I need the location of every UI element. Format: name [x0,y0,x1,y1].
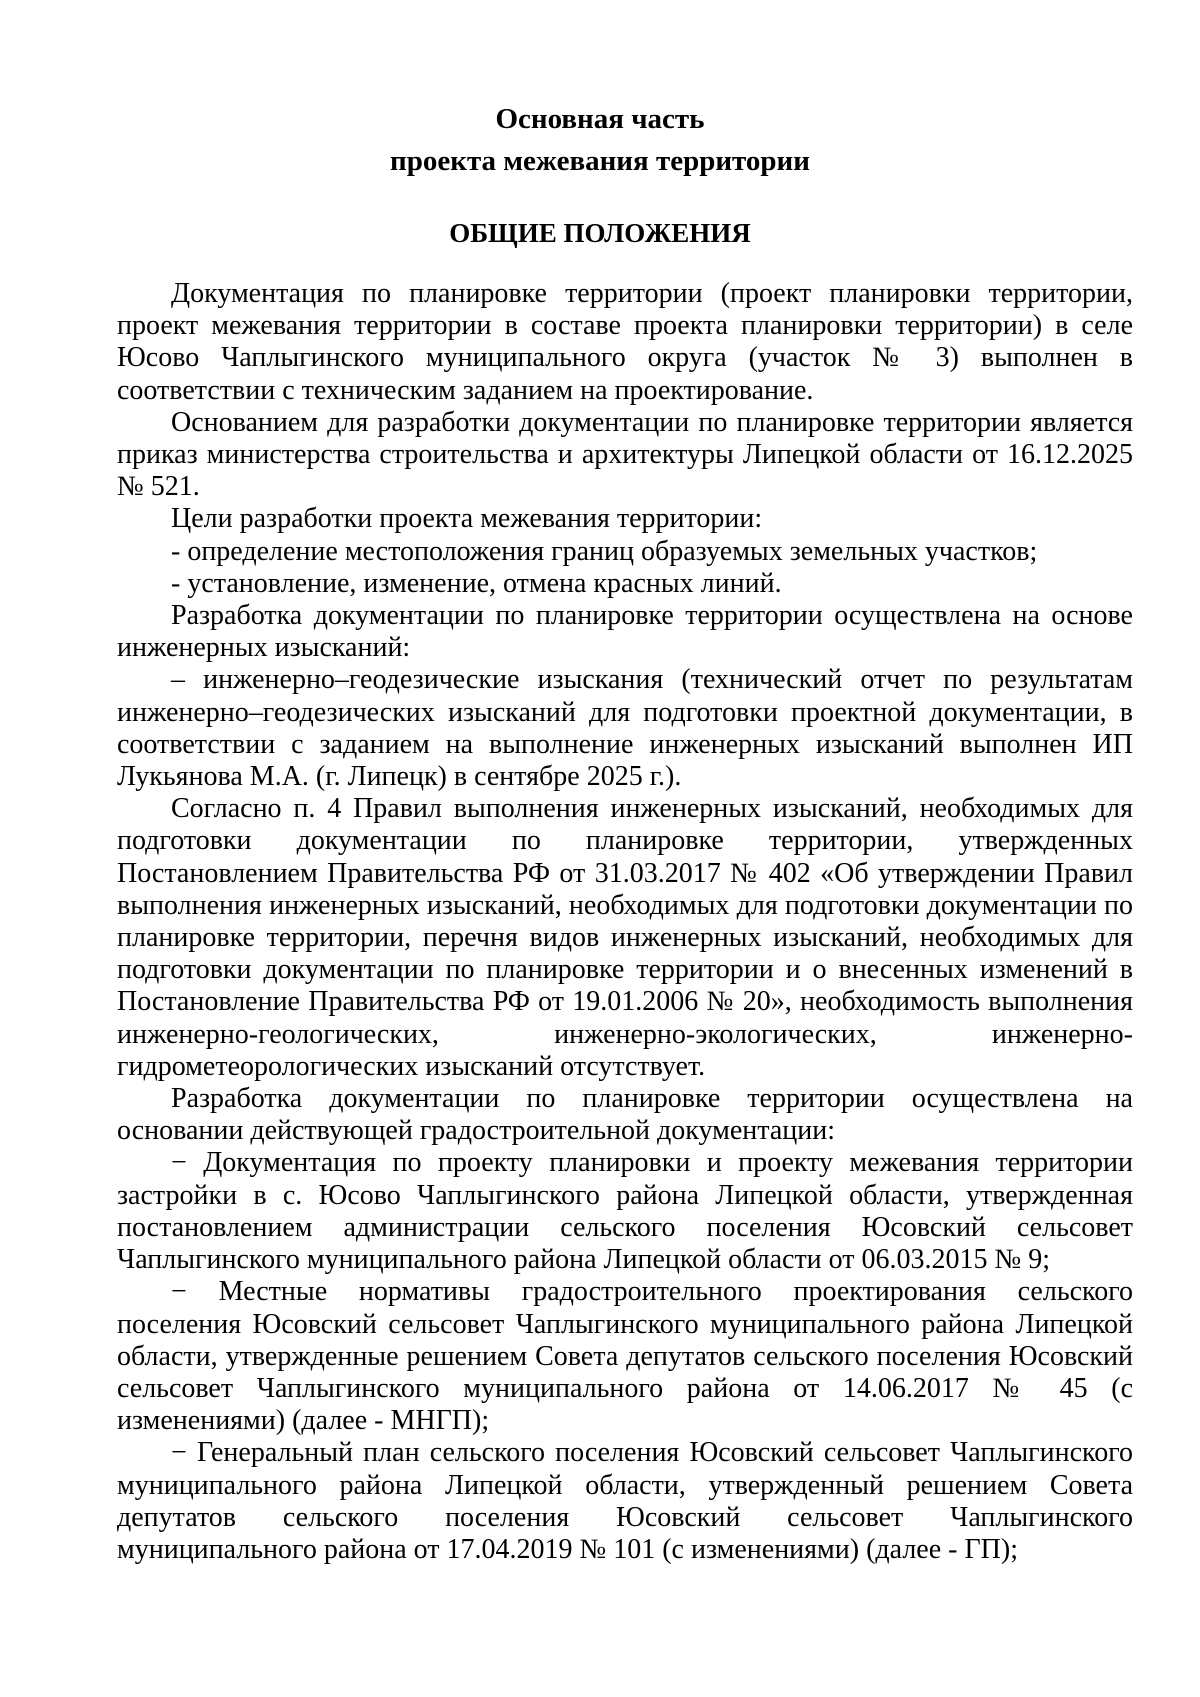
list-item: - определение местоположения границ образуемых земельных участков; [171,535,1038,567]
list-item: − Местные нормативы градостроительного проектирования сельского поселения Юсовский сельсовет Чаплыгинского муниципального района Липецкой области, утвержденные решением Совета депутатов сельского поселения Юсовский сельсовет Чаплыгинского муниципального района от 14.06.2017 № 45 (с изменениями) (далее - МНГП); [117,1276,1133,1437]
list-item: − Документация по проекту планировки и проекту межевания территории застройки в с. Юсово Чаплыгинского района Липецкой области, утвержденная постановлением администрации сельского поселения Юсовский сельсовет Чаплыгинского муниципального района Липецкой области от 06.03.2015 № 9; [117,1147,1133,1276]
paragraph: Основанием для разработки документации по планировке территории является приказ министерства строительства и архитектуры Липецкой области от 16.12.2025 № 521. [117,406,1133,503]
paragraph: Цели разработки проекта межевания территории: [171,503,763,535]
list-item: – инженерно–геодезические изыскания (технический отчет по результатам инженерно–геодезических изысканий для подготовки проектной документации, в соответствии с заданием на выполнение инженерных изысканий выполнен ИП Лукьянова М.А. (г. Липецк) в сентябре 2025 г.). [117,664,1133,793]
paragraph: Разработка документации по планировке территории осуществлена на основании действующей градостроительной документации: [117,1083,1133,1147]
list-item: - установление, изменение, отмена красных линий. [171,567,782,599]
paragraph: Согласно п. 4 Правил выполнения инженерных изысканий, необходимых для подготовки документации по планировке территории, утвержденных Постановлением Правительства РФ от 31.03.2017 № 402 «Об утверждении Правил выполнения инженерных изысканий, необходимых для подготовки документации по планировке территории, перечня видов инженерных изысканий, необходимых для подготовки документации по планировке территории и о внесенных изменений в Постановление Правительства РФ от 19.01.2006 № 20», необходимость выполнения инженерно-геологических, инженерно-экологических, инженерно-гидрометеорологических изысканий отсутствует. [117,793,1133,1082]
title-line-1: Основная часть [495,103,705,135]
document-body [117,278,1133,1566]
title-line-2: проекта межевания территории [390,145,810,177]
paragraph: Документация по планировке территории (проект планировки территории, проект межевания территории в составе проекта планировки территории) в селе Юсово Чаплыгинского муниципального округа (участок № 3) выполнен в соответствии с техническим заданием на проектирование. [117,278,1133,406]
paragraph: Разработка документации по планировке территории осуществлена на основе инженерных изысканий: [117,600,1133,664]
list-item: − Генеральный план сельского поселения Юсовский сельсовет Чаплыгинского муниципального района Липецкой области, утвержденный решением Совета депутатов сельского поселения Юсовский сельсовет Чаплыгинского муниципального района от 17.04.2019 № 101 (с изменениями) (далее - ГП); [117,1437,1133,1565]
document-title [0,98,1200,182]
section-heading: ОБЩИЕ ПОЛОЖЕНИЯ [449,218,751,248]
